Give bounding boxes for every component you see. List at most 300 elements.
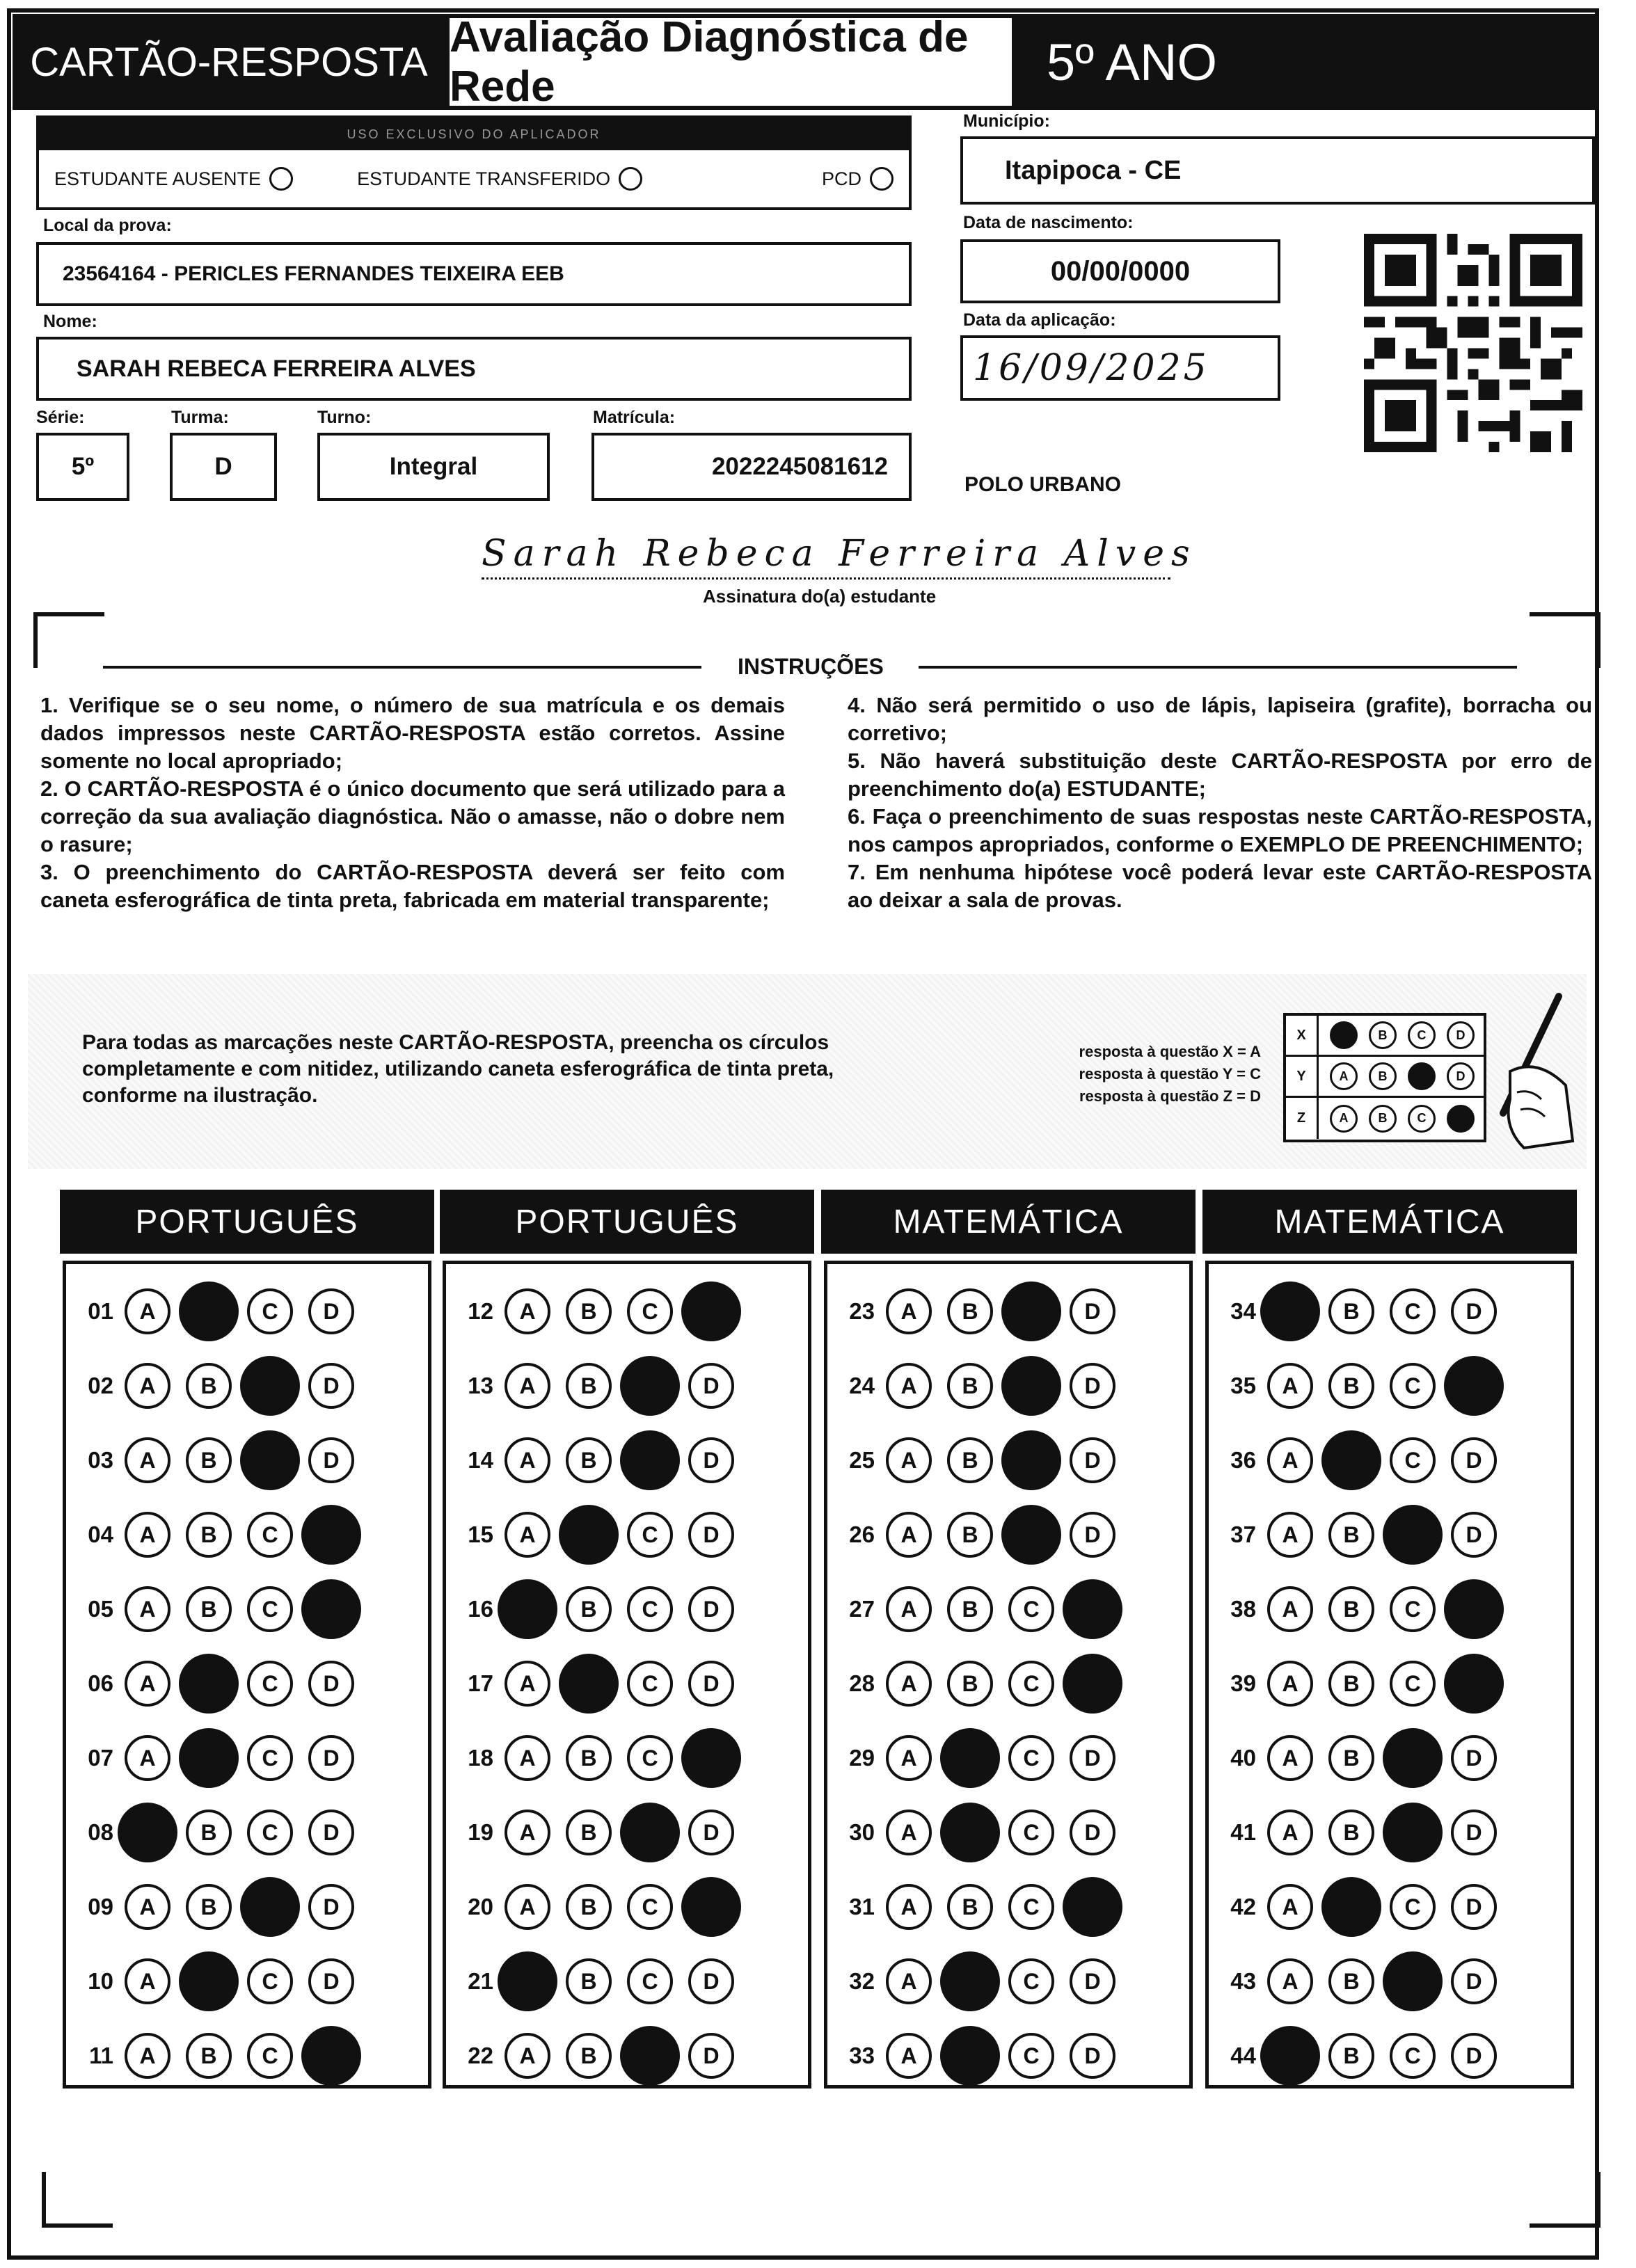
answer-bubble[interactable]: A — [125, 1586, 170, 1632]
answer-bubble-filled[interactable] — [1001, 1430, 1061, 1490]
answer-bubble[interactable]: C — [627, 1661, 673, 1707]
answer-bubble[interactable]: B — [566, 1363, 612, 1409]
answer-bubble[interactable]: D — [308, 1958, 354, 2004]
answer-bubble-filled[interactable] — [559, 1654, 619, 1714]
question-number: 30 — [849, 1819, 875, 1845]
answer-bubble[interactable]: A — [125, 2033, 170, 2079]
question-number: 29 — [849, 1745, 875, 1771]
example-row-label: Z — [1286, 1098, 1319, 1139]
answer-bubble[interactable]: B — [1328, 1512, 1374, 1558]
answer-bubble[interactable]: A — [886, 1586, 932, 1632]
answer-bubble-filled[interactable] — [940, 1728, 1000, 1788]
answer-bubble[interactable]: A — [886, 2033, 932, 2079]
question-row — [827, 1656, 1115, 1711]
answer-bubble-filled[interactable] — [559, 1505, 619, 1565]
turma-field — [170, 433, 277, 501]
sheet-title: CARTÃO-RESPOSTA — [13, 14, 445, 110]
answer-bubble[interactable]: A — [886, 1363, 932, 1409]
question-row — [1209, 1805, 1497, 1860]
answer-bubble[interactable]: A — [1267, 1884, 1313, 1930]
question-row — [66, 1805, 354, 1860]
applicator-bar: USO EXCLUSIVO DO APLICADOR — [39, 118, 909, 150]
answer-bubble[interactable]: B — [947, 1661, 993, 1707]
question-number: 13 — [468, 1373, 493, 1398]
question-number: 15 — [468, 1522, 493, 1547]
instruction-7: 7. Em nenhuma hipótese você poderá levar este CARTÃO-RESPOSTA ao deixar a sala de provas. — [848, 860, 1592, 912]
example-legend-z: resposta à questão Z = D — [1079, 1087, 1261, 1105]
answer-bubble[interactable]: B — [566, 2033, 612, 2079]
answer-bubble-filled[interactable] — [1063, 1877, 1122, 1937]
answer-bubble[interactable]: B — [186, 2033, 232, 2079]
answer-bubble[interactable]: B — [566, 1884, 612, 1930]
answer-bubble[interactable]: A — [886, 1512, 932, 1558]
answer-bubble[interactable]: C — [1008, 1958, 1054, 2004]
answer-bubble[interactable]: D — [688, 1661, 734, 1707]
answer-bubble[interactable]: D — [1451, 2033, 1497, 2079]
answer-bubble[interactable]: A — [886, 1288, 932, 1334]
pcd-checkbox[interactable] — [870, 167, 894, 191]
answer-bubble-filled[interactable] — [940, 2026, 1000, 2086]
answer-bubble[interactable]: A — [1267, 1437, 1313, 1483]
answer-bubble-filled[interactable] — [1260, 1281, 1320, 1341]
answer-bubble[interactable]: D — [1070, 1735, 1115, 1781]
answer-bubble[interactable]: D — [1070, 1437, 1115, 1483]
answer-bubble[interactable]: C — [247, 1810, 293, 1855]
answer-bubble[interactable]: D — [1451, 1437, 1497, 1483]
answer-bubble-filled[interactable] — [1383, 1951, 1443, 2011]
example-bubble: D — [1447, 1062, 1475, 1090]
answer-bubble[interactable]: A — [505, 1661, 550, 1707]
answer-bubble[interactable]: C — [247, 1958, 293, 2004]
question-row — [827, 1879, 1115, 1935]
answer-bubble[interactable]: D — [308, 1810, 354, 1855]
answer-bubble[interactable]: B — [566, 1810, 612, 1855]
answer-bubble[interactable]: A — [505, 1810, 550, 1855]
answer-bubble[interactable]: B — [947, 1884, 993, 1930]
answer-bubble-filled[interactable] — [498, 1579, 557, 1639]
answer-bubble[interactable]: D — [1451, 1735, 1497, 1781]
answer-bubble-filled[interactable] — [620, 1356, 680, 1416]
answer-bubble[interactable]: D — [1070, 1958, 1115, 2004]
question-number: 14 — [468, 1447, 493, 1473]
instruction-6: 6. Faça o preenchimento de suas respostas neste CARTÃO-RESPOSTA, nos campos apropriados, conforme o EXEMPLO DE PREENCHIMENTO; — [848, 804, 1592, 856]
question-number: 43 — [1230, 1968, 1256, 1994]
answer-bubble[interactable]: C — [627, 1735, 673, 1781]
question-row — [827, 1805, 1115, 1860]
answer-bubble[interactable]: D — [688, 1363, 734, 1409]
answer-bubble[interactable]: A — [125, 1884, 170, 1930]
answer-bubble[interactable]: C — [1390, 1884, 1436, 1930]
answer-bubble[interactable]: B — [186, 1363, 232, 1409]
question-row — [66, 1358, 354, 1414]
answer-bubble-filled[interactable] — [179, 1281, 239, 1341]
answer-bubble[interactable]: A — [125, 1661, 170, 1707]
answer-bubble[interactable]: A — [886, 1735, 932, 1781]
answer-bubble-filled[interactable] — [1321, 1877, 1381, 1937]
example-bubble: A — [1330, 1105, 1358, 1133]
answer-bubble[interactable]: B — [186, 1512, 232, 1558]
question-number: 24 — [849, 1373, 875, 1398]
question-row — [446, 1805, 734, 1860]
answer-bubble-filled[interactable] — [940, 1951, 1000, 2011]
turno-label: Turno: — [317, 408, 372, 427]
answer-bubble[interactable]: A — [505, 1512, 550, 1558]
answer-bubble[interactable]: A — [886, 1437, 932, 1483]
answer-bubble-filled[interactable] — [179, 1728, 239, 1788]
answer-bubble[interactable]: B — [1328, 1735, 1374, 1781]
grade-title: 5º ANO — [1016, 14, 1595, 110]
answer-bubble-filled[interactable] — [1001, 1356, 1061, 1416]
answer-bubble[interactable]: B — [566, 1735, 612, 1781]
question-number: 05 — [88, 1596, 113, 1622]
answer-bubble[interactable]: B — [1328, 1810, 1374, 1855]
answer-bubble-filled[interactable] — [118, 1803, 177, 1862]
question-number: 17 — [468, 1670, 493, 1696]
question-number: 26 — [849, 1522, 875, 1547]
question-number: 38 — [1230, 1596, 1256, 1622]
question-number: 42 — [1230, 1894, 1256, 1919]
example-bubble: A — [1330, 1062, 1358, 1090]
turno-value: Integral — [389, 453, 478, 480]
matricula-value: 2022245081612 — [711, 453, 888, 480]
question-number: 10 — [88, 1968, 113, 1994]
question-row — [1209, 1730, 1497, 1786]
answer-bubble[interactable]: C — [1390, 1437, 1436, 1483]
example-bubble: C — [1408, 1105, 1436, 1133]
answer-bubble[interactable]: D — [1451, 1288, 1497, 1334]
example-bubble: B — [1369, 1062, 1397, 1090]
answer-bubble[interactable]: B — [186, 1437, 232, 1483]
answer-bubble-filled[interactable] — [620, 1430, 680, 1490]
question-row — [827, 2028, 1115, 2084]
answer-bubble[interactable]: C — [1008, 1884, 1054, 1930]
question-row — [1209, 1879, 1497, 1935]
transferred-checkbox[interactable] — [619, 167, 642, 191]
answer-bubble[interactable]: C — [247, 1735, 293, 1781]
answer-bubble-filled[interactable] — [1260, 2026, 1320, 2086]
answer-bubble-filled[interactable] — [301, 1579, 361, 1639]
example-bubble: D — [1447, 1021, 1475, 1049]
question-number: 08 — [88, 1819, 113, 1845]
answer-column — [63, 1261, 431, 2089]
answer-bubble[interactable]: B — [1328, 1661, 1374, 1707]
answer-bubble-filled[interactable] — [620, 1803, 680, 1862]
answer-bubble[interactable]: B — [1328, 1363, 1374, 1409]
example-bubble-filled — [1330, 1021, 1358, 1049]
signature-caption: Assinatura do(a) estudante — [703, 586, 937, 607]
instructions-rule-right — [919, 666, 1517, 669]
answer-bubble[interactable]: B — [566, 1958, 612, 2004]
question-row — [446, 1879, 734, 1935]
example-text: Para todas as marcações neste CARTÃO-RESPOSTA, preencha os círculos completamente e com nitidez, utilizando caneta esferográfica de tinta preta, conforme na ilustração. — [82, 1031, 834, 1107]
question-row — [446, 1358, 734, 1414]
example-bubble: B — [1369, 1105, 1397, 1133]
answer-bubble[interactable]: A — [125, 1958, 170, 2004]
question-number: 40 — [1230, 1745, 1256, 1771]
answer-bubble[interactable]: B — [566, 1288, 612, 1334]
question-row — [1209, 1656, 1497, 1711]
answer-column — [443, 1261, 811, 2089]
answer-bubble-filled[interactable] — [681, 1728, 741, 1788]
answer-bubble[interactable]: C — [1390, 1586, 1436, 1632]
question-number: 37 — [1230, 1522, 1256, 1547]
question-number: 44 — [1230, 2043, 1256, 2068]
answer-bubble[interactable]: A — [505, 1363, 550, 1409]
answer-bubble[interactable]: A — [1267, 1735, 1313, 1781]
question-number: 33 — [849, 2043, 875, 2068]
answer-bubble[interactable]: C — [1390, 1363, 1436, 1409]
answer-bubble[interactable]: D — [688, 1437, 734, 1483]
answer-bubble[interactable]: C — [627, 1958, 673, 2004]
question-number: 28 — [849, 1670, 875, 1696]
transferred-label: ESTUDANTE TRANSFERIDO — [357, 168, 611, 189]
answer-bubble[interactable]: A — [505, 1884, 550, 1930]
question-number: 23 — [849, 1298, 875, 1324]
instructions-left-column — [40, 692, 785, 914]
answer-bubble[interactable]: A — [886, 1884, 932, 1930]
answer-bubble-filled[interactable] — [681, 1281, 741, 1341]
question-row — [827, 1954, 1115, 2009]
question-number: 21 — [468, 1968, 493, 1994]
question-number: 18 — [468, 1745, 493, 1771]
answer-bubble[interactable]: C — [1008, 1661, 1054, 1707]
answer-bubble[interactable]: D — [308, 1288, 354, 1334]
question-row — [827, 1284, 1115, 1339]
question-row — [446, 1730, 734, 1786]
question-row — [66, 2028, 354, 2084]
answer-bubble[interactable]: C — [1390, 1288, 1436, 1334]
qr-code — [1364, 234, 1582, 452]
answer-bubble[interactable]: D — [688, 1810, 734, 1855]
subject-header: PORTUGUÊS — [440, 1190, 814, 1254]
example-row-label: Y — [1286, 1057, 1319, 1096]
example-row — [1286, 1098, 1484, 1139]
answer-bubble-filled[interactable] — [1063, 1579, 1122, 1639]
answer-bubble[interactable]: D — [308, 1363, 354, 1409]
question-number: 27 — [849, 1596, 875, 1622]
question-number: 01 — [88, 1298, 113, 1324]
answer-bubble-filled[interactable] — [1001, 1505, 1061, 1565]
subject-header: MATEMÁTICA — [1202, 1190, 1577, 1254]
answer-bubble[interactable]: A — [125, 1735, 170, 1781]
answer-bubble[interactable]: A — [1267, 1958, 1313, 2004]
answer-bubble[interactable]: B — [186, 1586, 232, 1632]
answer-bubble[interactable]: A — [505, 1735, 550, 1781]
aplicacao-value: 16/09/2025 — [973, 347, 1209, 389]
answer-bubble-filled[interactable] — [1383, 1803, 1443, 1862]
answer-bubble[interactable]: B — [186, 1810, 232, 1855]
answer-bubble-filled[interactable] — [1444, 1356, 1504, 1416]
answer-bubble[interactable]: A — [1267, 1810, 1313, 1855]
answer-bubble-filled[interactable] — [620, 2026, 680, 2086]
answer-bubble[interactable]: D — [688, 1512, 734, 1558]
answer-bubble[interactable]: A — [125, 1288, 170, 1334]
answer-bubble[interactable]: C — [1390, 2033, 1436, 2079]
question-number: 06 — [88, 1670, 113, 1696]
answer-bubble[interactable]: A — [125, 1512, 170, 1558]
local-field — [36, 242, 912, 306]
serie-value: 5º — [71, 453, 95, 480]
answer-bubble[interactable]: A — [505, 2033, 550, 2079]
question-row — [1209, 1581, 1497, 1637]
example-grid — [1283, 1013, 1486, 1142]
answer-bubble[interactable]: A — [125, 1437, 170, 1483]
instruction-3: 3. O preenchimento do CARTÃO-RESPOSTA deverá ser feito com caneta esferográfica de tinta preta, fabricada em material transparente; — [40, 860, 785, 912]
answer-bubble[interactable]: B — [947, 1437, 993, 1483]
answer-bubble-filled[interactable] — [1001, 1281, 1061, 1341]
answer-bubble[interactable]: C — [627, 1586, 673, 1632]
name-label: Nome: — [43, 312, 97, 331]
answer-bubble-filled[interactable] — [1383, 1505, 1443, 1565]
answer-bubble[interactable]: B — [1328, 1958, 1374, 2004]
answer-bubble[interactable]: D — [1451, 1884, 1497, 1930]
question-row — [66, 1284, 354, 1339]
answer-bubble-filled[interactable] — [940, 1803, 1000, 1862]
polo-label: POLO URBANO — [964, 473, 1121, 496]
answer-bubble[interactable]: C — [627, 1512, 673, 1558]
answer-bubble-filled[interactable] — [179, 1951, 239, 2011]
answer-bubble[interactable]: D — [308, 1884, 354, 1930]
answer-bubble[interactable]: C — [1008, 1810, 1054, 1855]
serie-field — [36, 433, 129, 501]
answer-bubble[interactable]: C — [247, 2033, 293, 2079]
answer-bubble[interactable]: B — [947, 1512, 993, 1558]
question-row — [1209, 1954, 1497, 2009]
answer-bubble[interactable]: D — [308, 1437, 354, 1483]
answer-bubble[interactable]: B — [186, 1884, 232, 1930]
corner-mark-top-right — [1530, 612, 1601, 668]
answer-bubble[interactable]: A — [886, 1958, 932, 2004]
question-row — [827, 1581, 1115, 1637]
answer-bubble[interactable]: A — [1267, 1512, 1313, 1558]
instructions-right-column — [848, 692, 1592, 914]
question-number: 16 — [468, 1596, 493, 1622]
answer-bubble[interactable]: A — [886, 1661, 932, 1707]
question-number: 04 — [88, 1522, 113, 1547]
answer-bubble-filled[interactable] — [681, 1877, 741, 1937]
answer-bubble[interactable]: C — [627, 1884, 673, 1930]
question-row — [66, 1656, 354, 1711]
question-row — [1209, 1432, 1497, 1488]
answer-bubble[interactable]: D — [1070, 2033, 1115, 2079]
answer-bubble-filled[interactable] — [1063, 1654, 1122, 1714]
municipio-label: Município: — [963, 111, 1050, 131]
answer-bubble-filled[interactable] — [240, 1356, 300, 1416]
answer-bubble[interactable]: C — [247, 1586, 293, 1632]
question-row — [446, 1656, 734, 1711]
corner-mark-bottom-left — [42, 2172, 113, 2228]
example-bubble-filled — [1408, 1062, 1436, 1090]
answer-bubble[interactable]: C — [1008, 1586, 1054, 1632]
answer-bubble[interactable]: D — [1070, 1288, 1115, 1334]
question-number: 22 — [468, 2043, 493, 2068]
answer-bubble[interactable]: D — [688, 1958, 734, 2004]
answer-bubble-filled[interactable] — [1444, 1654, 1504, 1714]
instructions-title: INSTRUÇÕES — [738, 654, 884, 679]
answer-bubble-filled[interactable] — [1383, 1728, 1443, 1788]
answer-bubble[interactable]: A — [505, 1437, 550, 1483]
answer-bubble[interactable]: A — [505, 1288, 550, 1334]
answer-bubble[interactable]: C — [247, 1661, 293, 1707]
answer-bubble[interactable]: B — [1328, 2033, 1374, 2079]
answer-bubble-filled[interactable] — [498, 1951, 557, 2011]
answer-bubble[interactable]: D — [1451, 1512, 1497, 1558]
answer-bubble-filled[interactable] — [1321, 1430, 1381, 1490]
answer-bubble[interactable]: C — [1008, 1735, 1054, 1781]
answer-bubble[interactable]: C — [1390, 1661, 1436, 1707]
question-row — [446, 2028, 734, 2084]
answer-bubble-filled[interactable] — [240, 1877, 300, 1937]
example-bubble: C — [1408, 1021, 1436, 1049]
instructions-rule-left — [103, 666, 701, 669]
answer-bubble[interactable]: D — [688, 1586, 734, 1632]
answer-bubble[interactable]: B — [947, 1288, 993, 1334]
answer-bubble[interactable]: A — [1267, 1661, 1313, 1707]
answer-bubble[interactable]: B — [566, 1586, 612, 1632]
answer-bubble[interactable]: D — [308, 1735, 354, 1781]
answer-bubble[interactable]: A — [1267, 1363, 1313, 1409]
answer-bubble[interactable]: B — [1328, 1586, 1374, 1632]
answer-bubble-filled[interactable] — [1444, 1579, 1504, 1639]
instruction-1: 1. Verifique se o seu nome, o número de sua matrícula e os demais dados impressos neste CARTÃO-RESPOSTA estão corretos. Assine somente no local apropriado; — [40, 693, 785, 773]
answer-bubble[interactable]: D — [1070, 1512, 1115, 1558]
answer-bubble[interactable]: C — [247, 1288, 293, 1334]
answer-bubble-filled[interactable] — [301, 1505, 361, 1565]
question-number: 25 — [849, 1447, 875, 1473]
answer-bubble-filled[interactable] — [179, 1654, 239, 1714]
example-row — [1286, 1057, 1484, 1098]
answer-bubble[interactable]: D — [1451, 1810, 1497, 1855]
question-row — [66, 1730, 354, 1786]
question-row — [1209, 1507, 1497, 1563]
answer-bubble[interactable]: D — [1451, 1958, 1497, 2004]
answer-bubble[interactable]: C — [247, 1512, 293, 1558]
answer-bubble[interactable]: B — [947, 1586, 993, 1632]
matricula-field — [591, 433, 912, 501]
pcd-label: PCD — [821, 168, 861, 189]
answer-bubble[interactable]: D — [1070, 1363, 1115, 1409]
turma-label: Turma: — [171, 408, 229, 427]
answer-bubble[interactable]: C — [1008, 2033, 1054, 2079]
question-number: 31 — [849, 1894, 875, 1919]
answer-bubble[interactable]: B — [947, 1363, 993, 1409]
absent-checkbox[interactable] — [269, 167, 293, 191]
answer-bubble[interactable]: D — [688, 2033, 734, 2079]
answer-bubble-filled[interactable] — [240, 1430, 300, 1490]
answer-bubble[interactable]: B — [1328, 1288, 1374, 1334]
answer-bubble[interactable]: A — [125, 1363, 170, 1409]
question-row — [827, 1507, 1115, 1563]
turno-field — [317, 433, 550, 501]
answer-bubble[interactable]: C — [627, 1288, 673, 1334]
question-row — [1209, 1358, 1497, 1414]
question-number: 36 — [1230, 1447, 1256, 1473]
question-row — [66, 1954, 354, 2009]
answer-bubble[interactable]: A — [1267, 1586, 1313, 1632]
answer-bubble[interactable]: D — [1070, 1810, 1115, 1855]
question-row — [446, 1432, 734, 1488]
question-number: 07 — [88, 1745, 113, 1771]
answer-bubble[interactable]: A — [886, 1810, 932, 1855]
instruction-4: 4. Não será permitido o uso de lápis, lapiseira (grafite), borracha ou corretivo; — [848, 693, 1592, 745]
example-legend-x: resposta à questão X = A — [1079, 1043, 1261, 1060]
matricula-label: Matrícula: — [593, 408, 676, 427]
example-row-label: X — [1286, 1016, 1319, 1055]
answer-bubble-filled[interactable] — [301, 2026, 361, 2086]
answer-bubble[interactable]: B — [566, 1437, 612, 1483]
answer-column — [824, 1261, 1193, 2089]
answer-bubble[interactable]: D — [308, 1661, 354, 1707]
